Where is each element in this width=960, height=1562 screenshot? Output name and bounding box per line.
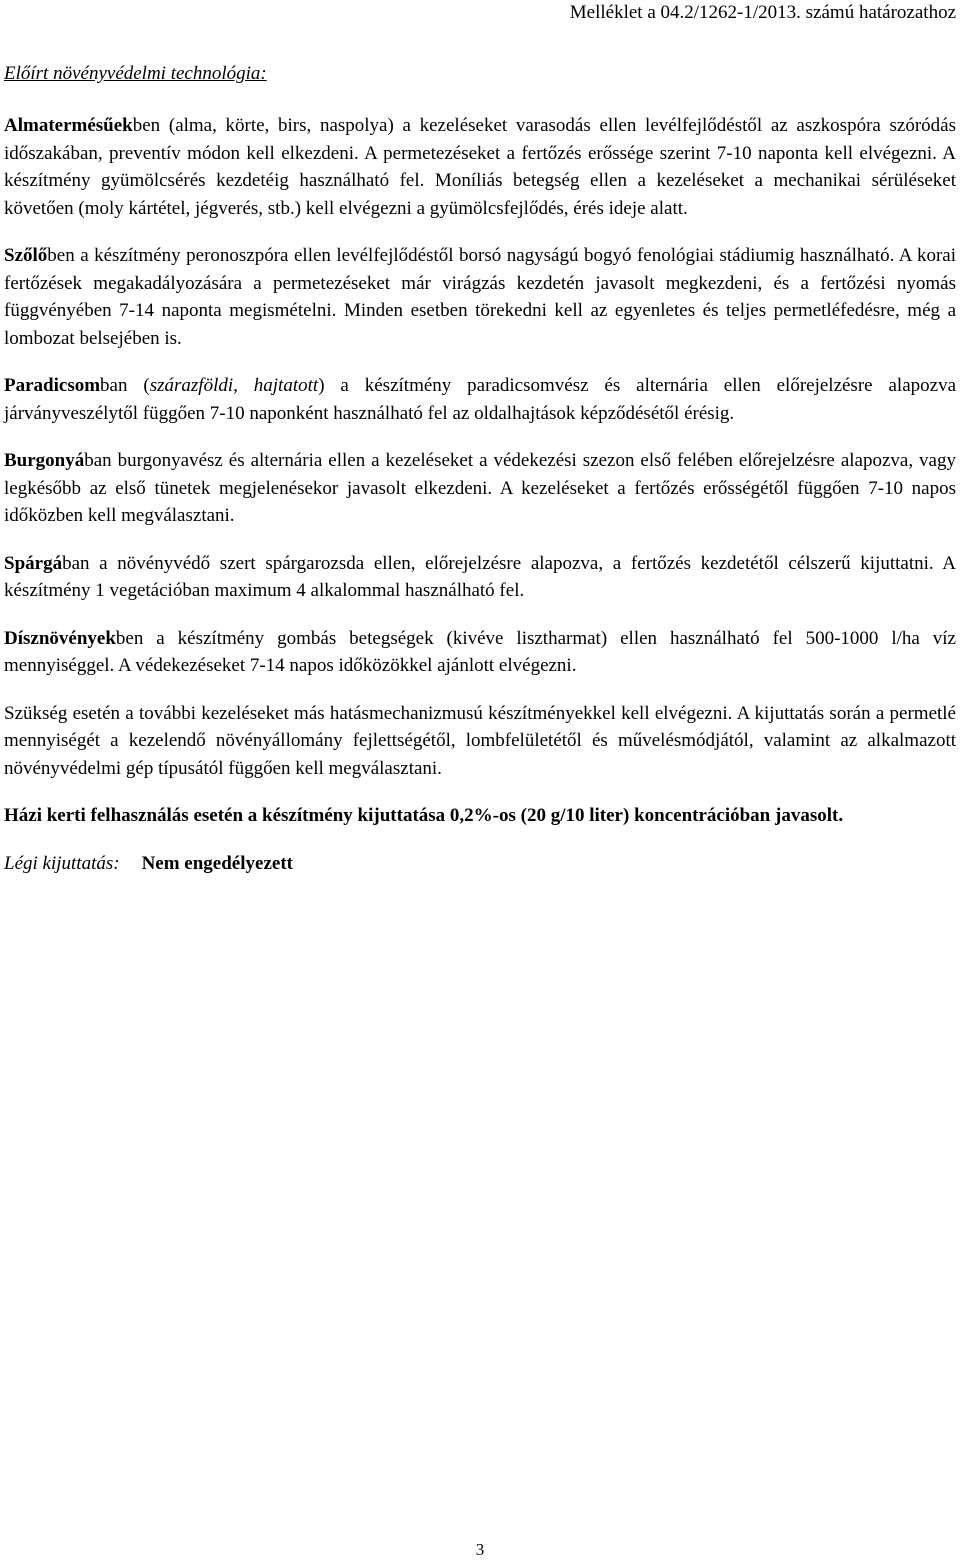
paragraph-text: Szükség esetén a további kezeléseket más hatásmechanizmusú készítményekkel kell elvégezni. A kijuttatás során a permetlé mennyiségét a kezelendő növényállomány fejlettségétől, lombfelületétől és művelésmódjától, valamint az alkalmazott növényvédelmi gép típusától függően kell megválasztani. [4, 702, 956, 779]
paragraph-szolo [4, 242, 956, 352]
paragraph-disznovenyek [4, 625, 956, 680]
paragraph-text: ban a növényvédő szert spárgarozsda ellen, előrejelzésre alapozva, a fertőzés kezdetétől célszerű kijuttatni. A készítmény 1 vegetációban maximum 4 alkalommal használható fel. [4, 552, 956, 601]
paragraph-hazi-kerti [4, 802, 956, 830]
paragraph-text-pre: ban ( [100, 375, 150, 396]
paragraph-sparga [4, 550, 956, 605]
paragraph-keyword: Dísznövények [4, 627, 116, 649]
paragraph-almatermesuek [4, 112, 956, 222]
paragraph-keyword: Burgonyá [4, 450, 85, 471]
paragraph-text: ) a készítmény paradicsomvész és alternária ellen előrejelzésre alapozva járványveszélytől függően 7-10 naponként használható fel az oldalhajtások képződésétől érésig. [4, 375, 956, 424]
paragraph-text: ben a készítmény gombás betegségek (kivéve lisztharmat) ellen használható fel 500-1000 l/ha víz mennyiséggel. A védekezéseket 7-14 napos időközökkel ajánlott elvégezni. [4, 627, 956, 676]
section-title: Előírt növényvédelmi technológia: [4, 63, 267, 84]
paragraph-burgonya [4, 447, 956, 530]
page-number: 3 [475, 1540, 485, 1559]
legi-kijuttatas-label: Légi kijuttatás: [4, 852, 120, 874]
paragraph-keyword: Spárgá [4, 552, 63, 574]
document-body [4, 112, 956, 877]
paragraph-italic: szárazföldi, hajtatott [149, 375, 319, 396]
paragraph-text: Házi kerti felhasználás esetén a készítmény kijuttatása 0,2%-os (20 g/10 liter) koncentrációban javasolt. [4, 805, 844, 826]
paragraph-keyword: Paradicsom [4, 375, 101, 396]
document-reference: Melléklet a 04.2/1262-1/2013. számú határozathoz [569, 2, 956, 23]
paragraph-text: ben (alma, körte, birs, naspolya) a kezeléseket varasodás ellen levélfejlődéstől az aszkospóra szóródás időszakában, preventív módon kell elkezdeni. A permetezéseket a fertőzés erőssége szerint 7-10 naponta kell elvégezni. A készítmény gyümölcsérés kezdetéig használható fel. Moníliás betegség ellen a kezeléseket a mechanikai sérüléseket követően (moly kártétel, jégverés, stb.) kell elvégezni a gyümölcsfejlődés, érés ideje alatt. [4, 115, 956, 219]
paragraph-keyword: Szőlő [4, 245, 48, 266]
paragraph-szukseg-eseten [4, 700, 956, 783]
paragraph-keyword: Almatermésűek [4, 115, 133, 136]
paragraph-text: ben a készítmény peronoszpóra ellen levélfejlődéstől borsó nagyságú bogyó fenológiai stádiumig használható. A korai fertőzések megakadályozására a permetezéseket már virágzás kezdetén javasolt megkezdeni, és a fertőzési nyomás függvényében 7-14 naponta megismételni. Minden esetben törekedni kell az egyenletes és teljes permetléfedésre, még a lombozat belsejében is. [4, 245, 956, 349]
legi-kijuttatas-line [4, 850, 956, 878]
paragraph-paradicsom [4, 372, 956, 427]
paragraph-text: ban burgonyavész és alternária ellen a kezeléseket a védekezési szezon első felében előrejelzésre alapozva, vagy legkésőbb az első tünetek megjelenésekor javasolt elkezdeni. A kezeléseket a fertőzés erősségétől függően 7-10 napos időközben kell megválasztani. [4, 450, 956, 526]
legi-kijuttatas-value: Nem engedélyezett [141, 852, 293, 874]
